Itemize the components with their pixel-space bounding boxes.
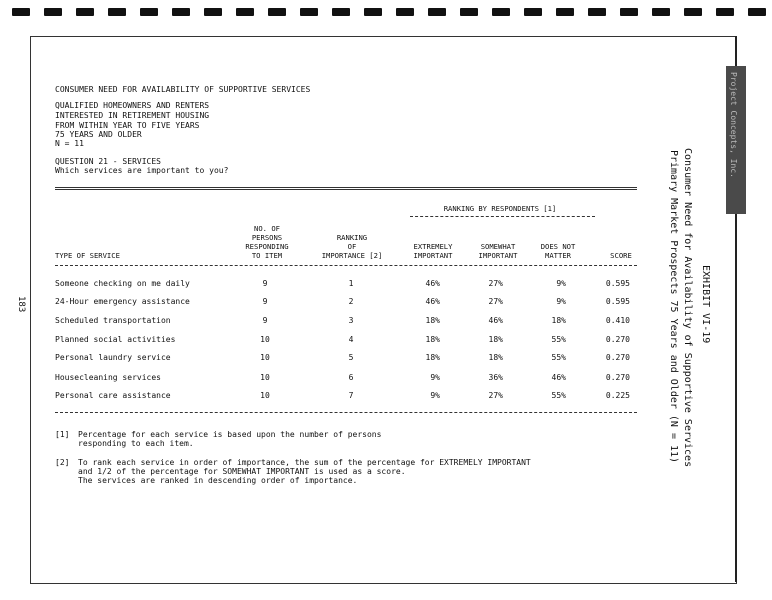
not-matter-pct: 18% <box>551 316 566 325</box>
section-tab <box>726 66 746 214</box>
qualifier-line-3: FROM WITHIN YEAR TO FIVE YEARS <box>55 121 200 130</box>
sample-size: N = 11 <box>55 139 84 148</box>
rank-value: 5 <box>348 353 354 362</box>
qualifier-line-1: QUALIFIED HOMEOWNERS AND RENTERS <box>55 101 210 110</box>
service-name: 24-Hour emergency assistance <box>55 297 190 306</box>
service-name: Housecleaning services <box>55 373 161 382</box>
service-name: Planned social activities <box>55 335 176 344</box>
service-name: Someone checking on me daily <box>55 279 190 288</box>
not-matter-pct: 9% <box>556 297 566 306</box>
service-name: Personal care assistance <box>55 391 171 400</box>
col-header-persons: NO. OF PERSONS RESPONDING TO ITEM <box>245 224 289 260</box>
question-label: QUESTION 21 - SERVICES <box>55 157 161 166</box>
rank-value: 4 <box>348 335 354 344</box>
service-name: Scheduled transportation <box>55 316 171 325</box>
table-bottom-divider <box>55 412 637 413</box>
footnote-1-line-2: responding to each item. <box>78 439 194 448</box>
col-header-score: SCORE <box>610 251 632 260</box>
extremely-pct: 46% <box>425 279 440 288</box>
persons-count: 9 <box>262 279 268 288</box>
score-value: 0.270 <box>605 353 630 362</box>
score-value: 0.270 <box>605 335 630 344</box>
rank-value: 2 <box>348 297 354 306</box>
footnote-1-label: [1] <box>55 430 70 439</box>
not-matter-pct: 46% <box>551 373 566 382</box>
footnote-2-line-3: The services are ranked in descending order of importance. <box>78 476 358 485</box>
footnote-2-label: [2] <box>55 458 70 467</box>
persons-count: 10 <box>260 353 270 362</box>
page-number: 183 <box>16 296 26 313</box>
col-header-not-matter: DOES NOT MATTER <box>540 242 576 260</box>
extremely-pct: 46% <box>425 297 440 306</box>
persons-count: 10 <box>260 335 270 344</box>
col-header-somewhat: SOMEWHAT IMPORTANT <box>478 242 518 260</box>
col-header-extremely: EXTREMELY IMPORTANT <box>413 242 453 260</box>
exhibit-label: EXHIBIT VI-19 <box>700 265 711 344</box>
not-matter-pct: 9% <box>556 279 566 288</box>
score-value: 0.270 <box>605 373 630 382</box>
not-matter-pct: 55% <box>551 353 566 362</box>
footnote-2-line-2: and 1/2 of the percentage for SOMEWHAT IMPORTANT is used as a score. <box>78 467 406 476</box>
persons-count: 9 <box>262 297 268 306</box>
tab-label: Project Concepts, Inc. <box>729 72 738 178</box>
question-text: Which services are important to you? <box>55 166 229 175</box>
persons-count: 10 <box>260 391 270 400</box>
rank-value: 1 <box>348 279 354 288</box>
group-underline <box>410 216 595 217</box>
column-header-divider <box>55 265 637 266</box>
somewhat-pct: 27% <box>488 391 503 400</box>
col-header-ranking: RANKING OF IMPORTANCE [2] <box>321 233 383 260</box>
header-divider <box>55 187 637 190</box>
extremely-pct: 9% <box>430 373 440 382</box>
rank-value: 3 <box>348 316 354 325</box>
qualifier-line-4: 75 YEARS AND OLDER <box>55 130 142 139</box>
somewhat-pct: 18% <box>488 335 503 344</box>
column-group-header: RANKING BY RESPONDENTS [1] <box>443 204 557 213</box>
perforation-strip <box>0 0 772 22</box>
qualifier-line-2: INTERESTED IN RETIREMENT HOUSING <box>55 111 210 120</box>
extremely-pct: 18% <box>425 335 440 344</box>
score-value: 0.410 <box>605 316 630 325</box>
score-value: 0.595 <box>605 279 630 288</box>
not-matter-pct: 55% <box>551 335 566 344</box>
footnote-2-line-1: To rank each service in order of importance, the sum of the percentage for EXTREMELY IMPORTANT <box>78 458 531 467</box>
extremely-pct: 18% <box>425 316 440 325</box>
persons-count: 10 <box>260 373 270 382</box>
somewhat-pct: 27% <box>488 279 503 288</box>
rank-value: 7 <box>348 391 354 400</box>
somewhat-pct: 27% <box>488 297 503 306</box>
not-matter-pct: 55% <box>551 391 566 400</box>
persons-count: 9 <box>262 316 268 325</box>
exhibit-title-line2: Primary Market Prospects 75 Years and Older (N = 11) <box>668 150 679 464</box>
score-value: 0.595 <box>605 297 630 306</box>
report-title: CONSUMER NEED FOR AVAILABILITY OF SUPPORTIVE SERVICES <box>55 85 311 94</box>
footnote-1-line-1: Percentage for each service is based upon the number of persons <box>78 430 382 439</box>
extremely-pct: 18% <box>425 353 440 362</box>
somewhat-pct: 46% <box>488 316 503 325</box>
col-header-type: TYPE OF SERVICE <box>55 251 120 260</box>
service-name: Personal laundry service <box>55 353 171 362</box>
somewhat-pct: 18% <box>488 353 503 362</box>
extremely-pct: 9% <box>430 391 440 400</box>
exhibit-title-line1: Consumer Need for Availability of Supportive Services <box>682 148 693 468</box>
rank-value: 6 <box>348 373 354 382</box>
somewhat-pct: 36% <box>488 373 503 382</box>
score-value: 0.225 <box>605 391 630 400</box>
